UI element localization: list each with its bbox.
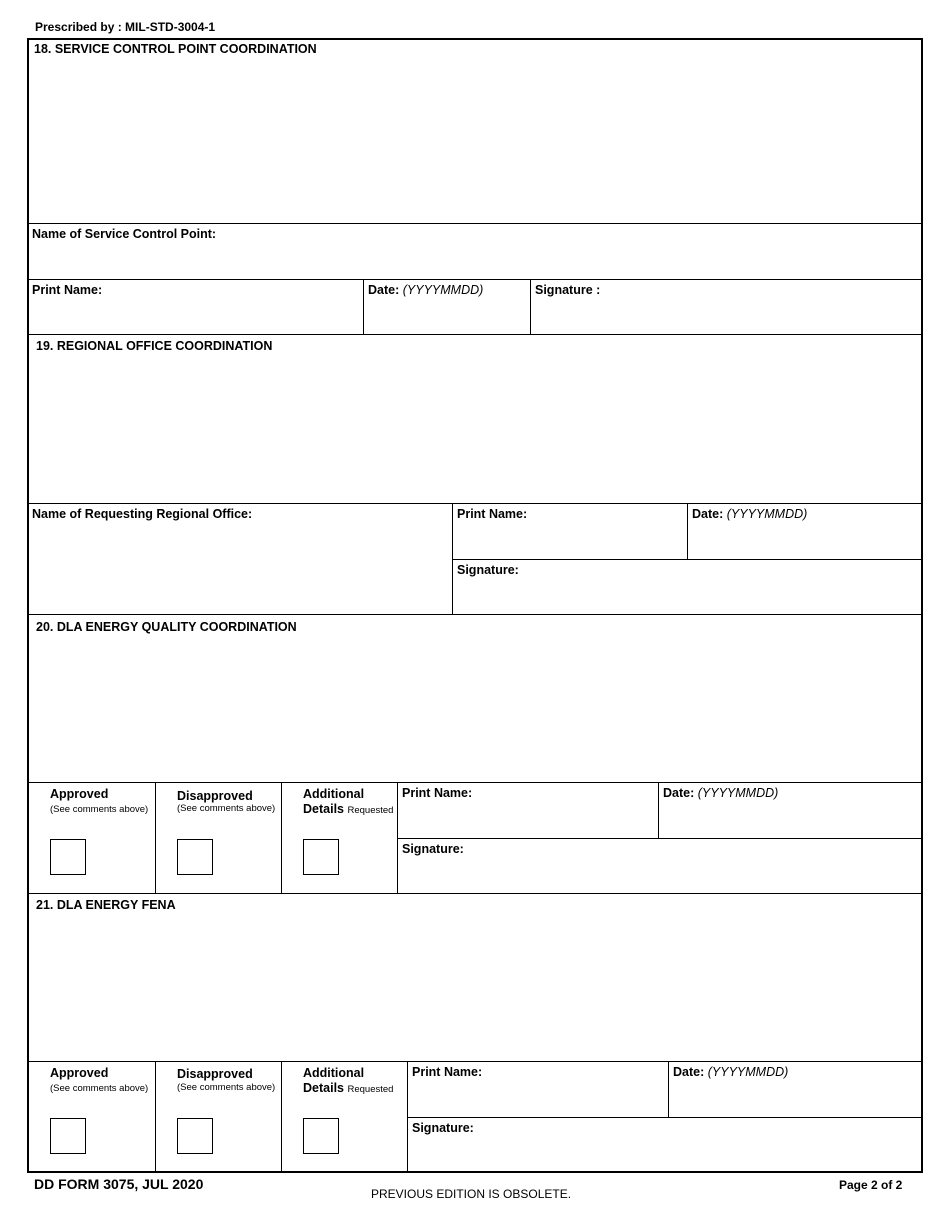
- form-id: DD FORM 3075, JUL 2020: [34, 1176, 204, 1192]
- section-20-signature-label: Signature:: [402, 842, 464, 856]
- divider: [687, 503, 688, 559]
- section-20-approved-label: Approved: [50, 787, 109, 801]
- divider: [28, 782, 922, 783]
- section-20-date-label: Date: (YYYYMMDD): [663, 786, 779, 800]
- section-20-disapproved-checkbox[interactable]: [177, 839, 213, 875]
- divider: [281, 1061, 282, 1172]
- section-18-comments[interactable]: [30, 60, 924, 224]
- section-19-signature-label: Signature:: [457, 563, 519, 577]
- section-20-details-requested-label: Details Requested: [303, 802, 394, 816]
- section-20-additional-checkbox[interactable]: [303, 839, 339, 875]
- divider: [658, 782, 659, 838]
- section-21-additional-label: Additional: [303, 1066, 365, 1080]
- divider: [530, 279, 531, 335]
- section-18-print-name-input[interactable]: [30, 302, 364, 332]
- section-18-date-input[interactable]: [366, 302, 530, 332]
- section-19-signature-input[interactable]: [455, 582, 922, 612]
- divider: [28, 503, 922, 504]
- section-19-title: 19. REGIONAL OFFICE COORDINATION: [36, 339, 273, 353]
- section-19-print-name-input[interactable]: [455, 526, 687, 556]
- section-21-disapproved-note: (See comments above): [177, 1082, 276, 1093]
- section-21-date-label: Date: (YYYYMMDD): [673, 1065, 789, 1079]
- divider: [407, 1117, 922, 1118]
- divider: [397, 838, 922, 839]
- page-number: Page 2 of 2: [839, 1178, 903, 1192]
- section-20-print-name-label: Print Name:: [402, 786, 473, 800]
- section-21-signature-input[interactable]: [410, 1140, 922, 1170]
- section-19-date-label: Date: (YYYYMMDD): [692, 507, 808, 521]
- section-21-disapproved-checkbox[interactable]: [177, 1118, 213, 1154]
- section-20-comments[interactable]: [30, 638, 924, 782]
- prescribed-by: Prescribed by : MIL-STD-3004-1: [35, 20, 216, 34]
- regional-office-input[interactable]: [30, 526, 452, 612]
- section-21-print-name-input[interactable]: [410, 1084, 668, 1114]
- section-18-signature-input[interactable]: [533, 302, 922, 332]
- divider: [28, 223, 922, 224]
- divider: [28, 614, 922, 615]
- section-20-print-name-input[interactable]: [400, 805, 658, 835]
- section-20-title: 20. DLA ENERGY QUALITY COORDINATION: [36, 620, 297, 634]
- section-21-disapproved-label: Disapproved: [177, 1067, 253, 1081]
- section-18-print-name-label: Print Name:: [32, 283, 103, 297]
- section-19-date-input[interactable]: [690, 526, 922, 556]
- section-18-signature-label: Signature :: [535, 283, 601, 297]
- divider: [28, 893, 922, 894]
- section-21-approved-note: (See comments above): [50, 1083, 149, 1094]
- divider: [28, 279, 922, 280]
- section-21-approved-label: Approved: [50, 1066, 109, 1080]
- divider: [28, 334, 922, 335]
- service-control-point-input[interactable]: [30, 246, 922, 276]
- section-19-print-name-label: Print Name:: [457, 507, 528, 521]
- obsolete-notice: PREVIOUS EDITION IS OBSOLETE.: [371, 1187, 572, 1201]
- divider: [363, 279, 364, 335]
- divider: [281, 782, 282, 894]
- section-20-signature-input[interactable]: [400, 861, 922, 891]
- section-21-approved-checkbox[interactable]: [50, 1118, 86, 1154]
- divider: [155, 1061, 156, 1172]
- service-control-point-label: Name of Service Control Point:: [32, 227, 217, 241]
- section-21-additional-checkbox[interactable]: [303, 1118, 339, 1154]
- section-20-disapproved-label: Disapproved: [177, 789, 253, 803]
- divider: [452, 559, 922, 560]
- section-21-details-requested-label: Details Requested: [303, 1081, 394, 1095]
- section-20-approved-checkbox[interactable]: [50, 839, 86, 875]
- regional-office-label: Name of Requesting Regional Office:: [32, 507, 253, 521]
- section-21-title: 21. DLA ENERGY FENA: [36, 898, 176, 912]
- section-21-comments[interactable]: [30, 916, 924, 1060]
- section-21-signature-label: Signature:: [412, 1121, 474, 1135]
- section-21-date-input[interactable]: [671, 1084, 922, 1114]
- section-21-print-name-label: Print Name:: [412, 1065, 483, 1079]
- divider: [668, 1061, 669, 1117]
- divider: [155, 782, 156, 894]
- section-20-additional-label: Additional: [303, 787, 365, 801]
- divider: [28, 1061, 922, 1062]
- section-18-title: 18. SERVICE CONTROL POINT COORDINATION: [34, 42, 317, 56]
- section-19-comments[interactable]: [30, 357, 924, 503]
- section-18-date-label: Date: (YYYYMMDD): [368, 283, 484, 297]
- section-20-date-input[interactable]: [661, 805, 922, 835]
- section-20-approved-note: (See comments above): [50, 804, 149, 815]
- section-20-disapproved-note: (See comments above): [177, 803, 276, 814]
